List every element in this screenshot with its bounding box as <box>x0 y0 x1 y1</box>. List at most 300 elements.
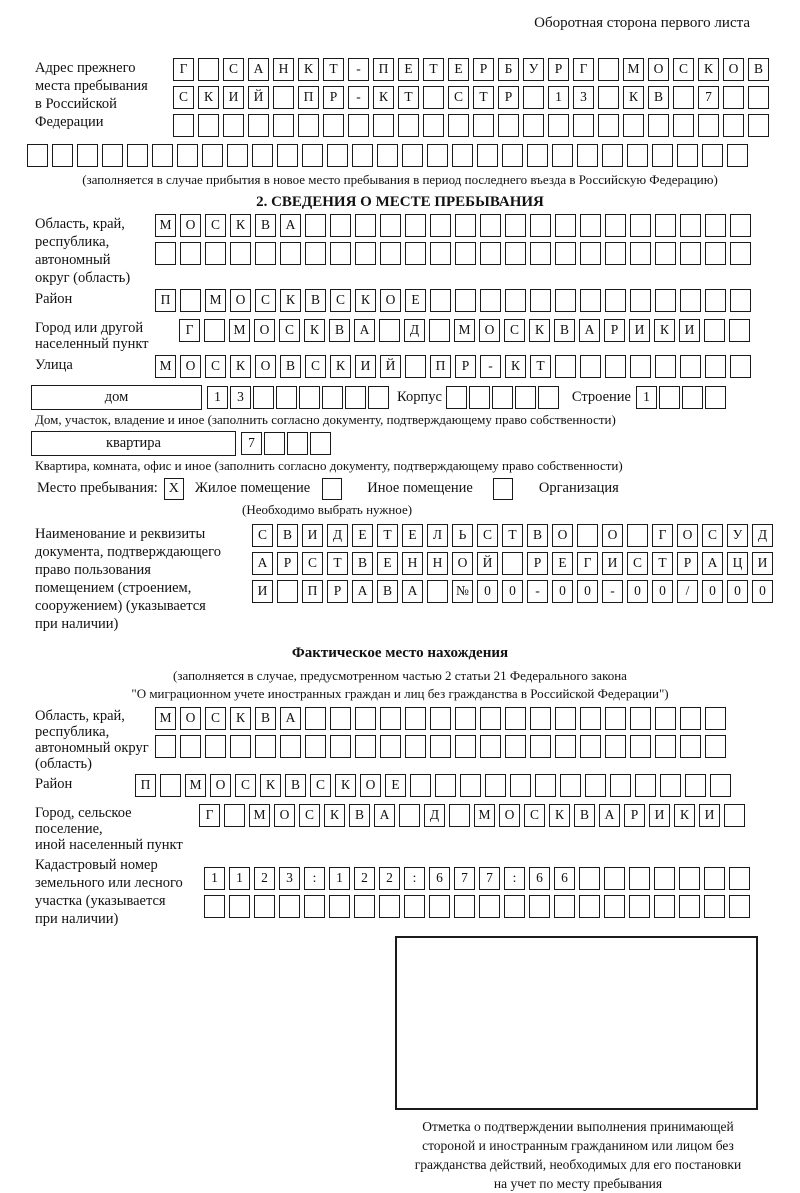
char-cell: К <box>335 774 356 797</box>
char-cell <box>277 144 298 167</box>
char-cell <box>723 86 744 109</box>
char-cell <box>655 289 676 312</box>
char-cell <box>427 144 448 167</box>
char-cell <box>580 242 601 265</box>
char-cell: 1 <box>207 386 228 409</box>
char-cell <box>580 735 601 758</box>
char-cell <box>555 214 576 237</box>
char-cell: Р <box>473 58 494 81</box>
char-cell: О <box>274 804 295 827</box>
char-cell: С <box>504 319 525 342</box>
actual-location-caption <box>0 667 800 703</box>
char-cell <box>405 707 426 730</box>
text-line: (заполняется в случае, предусмотренном частью 2 статьи 21 Федерального закона <box>173 668 627 683</box>
char-cell <box>205 735 226 758</box>
char-cell <box>155 242 176 265</box>
char-cell: С <box>205 355 226 378</box>
char-cell: № <box>452 580 473 603</box>
char-cell <box>452 144 473 167</box>
char-cell <box>402 144 423 167</box>
char-cell <box>327 144 348 167</box>
text-line: места пребывания <box>35 78 148 94</box>
char-cell <box>677 144 698 167</box>
char-cell: О <box>180 355 201 378</box>
char-cell <box>180 735 201 758</box>
char-cell <box>730 355 751 378</box>
char-cell <box>605 735 626 758</box>
char-cell: 0 <box>477 580 498 603</box>
char-cell: Д <box>404 319 425 342</box>
char-cell: С <box>524 804 545 827</box>
text-line: автономный округ <box>35 740 149 756</box>
char-cell <box>505 214 526 237</box>
option-other-premises-label: Иное помещение <box>367 480 473 496</box>
char-cell <box>323 114 344 137</box>
char-cell <box>455 735 476 758</box>
char-cell <box>605 707 626 730</box>
char-cell: 2 <box>354 867 375 890</box>
char-cell: Р <box>624 804 645 827</box>
char-cell: К <box>549 804 570 827</box>
char-cell <box>127 144 148 167</box>
option-residential-label: Жилое помещение <box>194 480 311 496</box>
char-cell: Т <box>327 552 348 575</box>
char-cell <box>660 774 681 797</box>
char-cell: Н <box>273 58 294 81</box>
text-line: при наличии) <box>35 616 119 632</box>
char-cell <box>405 242 426 265</box>
char-cell <box>630 355 651 378</box>
checkbox-organization <box>493 478 513 500</box>
stay-type-caption: (Необходимо выбрать нужное) <box>242 502 413 517</box>
char-cell: В <box>527 524 548 547</box>
char-cell: С <box>299 804 320 827</box>
char-cell: 1 <box>329 867 350 890</box>
char-cell <box>585 774 606 797</box>
char-cell <box>155 735 176 758</box>
char-cell <box>680 289 701 312</box>
char-cell: 3 <box>573 86 594 109</box>
char-cell: А <box>579 319 600 342</box>
char-cell: О <box>479 319 500 342</box>
char-cell <box>730 214 751 237</box>
char-cell: В <box>285 774 306 797</box>
char-cell: Т <box>502 524 523 547</box>
char-cell <box>480 242 501 265</box>
char-cell <box>430 735 451 758</box>
char-cell <box>273 86 294 109</box>
text-line: сооружением) (указывается <box>35 598 206 614</box>
char-cell: 1 <box>229 867 250 890</box>
char-cell <box>322 386 343 409</box>
char-cell: 0 <box>752 580 773 603</box>
char-cell <box>180 242 201 265</box>
char-cell <box>680 214 701 237</box>
char-cell <box>205 242 226 265</box>
char-cell <box>505 735 526 758</box>
char-cell <box>480 707 501 730</box>
char-cell: 1 <box>548 86 569 109</box>
checkbox-other-premises <box>322 478 342 500</box>
char-cell <box>287 432 308 455</box>
char-cell <box>730 289 751 312</box>
field-city <box>35 319 800 353</box>
char-cell: К <box>654 319 675 342</box>
char-cell: : <box>504 867 525 890</box>
text-line: Адрес прежнего <box>35 60 136 76</box>
char-cell: О <box>380 289 401 312</box>
field-actual-district <box>35 774 800 802</box>
char-cell: К <box>304 319 325 342</box>
char-cell <box>485 774 506 797</box>
char-cell: С <box>255 289 276 312</box>
char-cell <box>655 214 676 237</box>
char-cell <box>430 214 451 237</box>
char-cell <box>498 114 519 137</box>
char-cell <box>430 707 451 730</box>
stay-type-label: Место пребывания: <box>37 480 158 496</box>
char-cell <box>427 580 448 603</box>
char-cell <box>230 242 251 265</box>
char-cell <box>552 144 573 167</box>
char-cell: С <box>305 355 326 378</box>
char-cell <box>330 707 351 730</box>
char-cell: Р <box>527 552 548 575</box>
char-cell: 7 <box>698 86 719 109</box>
char-cell: 6 <box>529 867 550 890</box>
char-cell: 3 <box>279 867 300 890</box>
char-cell <box>580 289 601 312</box>
char-cell: К <box>330 355 351 378</box>
char-cell: Н <box>402 552 423 575</box>
actual-district-grids <box>135 774 731 802</box>
char-cell: О <box>210 774 231 797</box>
char-cell <box>423 114 444 137</box>
char-cell <box>630 242 651 265</box>
document-label <box>35 524 252 633</box>
char-cell <box>469 386 490 409</box>
char-cell <box>652 144 673 167</box>
char-cell <box>604 895 625 918</box>
char-cell: - <box>480 355 501 378</box>
char-cell: К <box>529 319 550 342</box>
char-cell <box>380 707 401 730</box>
char-cell: Р <box>677 552 698 575</box>
char-cell <box>348 114 369 137</box>
char-cell: А <box>374 804 395 827</box>
char-cell <box>455 707 476 730</box>
char-cell <box>654 867 675 890</box>
char-grid-row <box>204 895 750 918</box>
cadastral-grids <box>204 867 750 928</box>
char-cell <box>380 214 401 237</box>
char-cell: А <box>354 319 375 342</box>
char-cell <box>330 214 351 237</box>
char-cell <box>630 735 651 758</box>
house-row <box>31 385 800 410</box>
char-cell <box>655 707 676 730</box>
char-cell: О <box>255 355 276 378</box>
char-cell <box>505 242 526 265</box>
char-cell <box>224 804 245 827</box>
char-cell: Г <box>577 552 598 575</box>
char-cell: О <box>180 214 201 237</box>
char-cell: Е <box>552 552 573 575</box>
char-cell: А <box>352 580 373 603</box>
char-grid-row <box>252 552 773 575</box>
char-cell: М <box>185 774 206 797</box>
char-cell <box>354 895 375 918</box>
char-cell: Т <box>423 58 444 81</box>
char-cell <box>682 386 703 409</box>
char-cell <box>502 552 523 575</box>
char-cell: О <box>602 524 623 547</box>
char-cell <box>460 774 481 797</box>
char-cell: И <box>699 804 720 827</box>
char-cell: Т <box>473 86 494 109</box>
char-cell <box>448 114 469 137</box>
char-cell: М <box>454 319 475 342</box>
char-cell <box>673 114 694 137</box>
char-cell <box>329 895 350 918</box>
char-cell <box>648 114 669 137</box>
char-cell <box>449 804 470 827</box>
char-cell <box>560 774 581 797</box>
document-grids <box>252 524 773 633</box>
char-cell <box>180 289 201 312</box>
text-line: (область) <box>35 756 92 772</box>
char-cell <box>698 114 719 137</box>
char-cell <box>276 386 297 409</box>
char-cell <box>230 735 251 758</box>
text-line: Город или другой <box>35 320 144 336</box>
district-label: Район <box>35 291 73 307</box>
char-cell <box>724 804 745 827</box>
field-previous-address <box>35 58 800 142</box>
char-cell <box>627 144 648 167</box>
char-cell: О <box>360 774 381 797</box>
char-cell: К <box>324 804 345 827</box>
char-cell: Д <box>327 524 348 547</box>
char-cell: У <box>727 524 748 547</box>
char-grid-row <box>179 319 750 342</box>
char-cell <box>630 707 651 730</box>
char-cell <box>710 774 731 797</box>
char-cell: А <box>280 214 301 237</box>
text-line: Область, край, <box>35 216 125 232</box>
char-cell <box>405 355 426 378</box>
char-cell <box>629 895 650 918</box>
text-line: стороной и иностранным гражданином или лицом без <box>422 1138 734 1153</box>
char-grid-row <box>155 735 726 758</box>
char-cell: Ь <box>452 524 473 547</box>
char-cell: Е <box>402 524 423 547</box>
char-cell <box>748 114 769 137</box>
char-cell <box>604 867 625 890</box>
char-cell: С <box>702 524 723 547</box>
text-line: Наименование и реквизиты <box>35 526 206 542</box>
korpus-label: Корпус <box>397 389 442 405</box>
char-cell <box>705 707 726 730</box>
char-cell <box>580 707 601 730</box>
char-cell <box>299 386 320 409</box>
char-cell: - <box>602 580 623 603</box>
char-cell: Е <box>448 58 469 81</box>
char-cell <box>527 144 548 167</box>
char-cell <box>345 386 366 409</box>
char-cell <box>380 242 401 265</box>
char-grid-row <box>155 242 751 265</box>
char-cell: К <box>198 86 219 109</box>
char-cell <box>305 214 326 237</box>
char-cell: 0 <box>652 580 673 603</box>
char-cell <box>198 114 219 137</box>
char-cell: 3 <box>230 386 251 409</box>
char-cell: Л <box>427 524 448 547</box>
char-cell: - <box>527 580 548 603</box>
char-cell <box>704 319 725 342</box>
char-cell <box>202 144 223 167</box>
char-cell <box>705 289 726 312</box>
char-cell <box>579 895 600 918</box>
char-cell <box>273 114 294 137</box>
char-cell: М <box>155 355 176 378</box>
char-cell: К <box>505 355 526 378</box>
house-number-cells <box>207 386 389 409</box>
char-cell <box>177 144 198 167</box>
char-grid-row <box>155 355 751 378</box>
char-cell <box>254 895 275 918</box>
char-grid-row <box>155 707 726 730</box>
char-cell <box>605 214 626 237</box>
char-cell <box>605 355 626 378</box>
char-cell <box>352 144 373 167</box>
char-cell <box>255 242 276 265</box>
char-cell <box>630 214 651 237</box>
char-cell: - <box>348 86 369 109</box>
char-cell <box>404 895 425 918</box>
char-cell <box>579 867 600 890</box>
char-cell: 0 <box>702 580 723 603</box>
field-document <box>35 524 800 633</box>
char-cell: О <box>180 707 201 730</box>
char-grid-row <box>173 114 769 137</box>
text-line: Кадастровый номер <box>35 857 158 873</box>
city-grids <box>179 319 750 353</box>
section2-title: 2. СВЕДЕНИЯ О МЕСТЕ ПРЕБЫВАНИЯ <box>256 194 544 210</box>
char-cell: К <box>698 58 719 81</box>
char-cell <box>555 289 576 312</box>
confirmation-stamp-caption <box>393 1117 763 1193</box>
text-line: право пользования <box>35 562 151 578</box>
char-cell <box>27 144 48 167</box>
char-cell: / <box>677 580 698 603</box>
char-cell: Т <box>398 86 419 109</box>
char-cell <box>446 386 467 409</box>
char-cell <box>429 895 450 918</box>
char-cell <box>198 58 219 81</box>
char-cell <box>530 242 551 265</box>
actual-district-label: Район <box>35 776 73 792</box>
char-cell: П <box>155 289 176 312</box>
char-cell <box>655 355 676 378</box>
char-cell: М <box>474 804 495 827</box>
char-cell <box>555 735 576 758</box>
apartment-row <box>31 431 800 456</box>
char-cell <box>305 735 326 758</box>
previous-address-label <box>35 58 173 142</box>
char-cell: О <box>499 804 520 827</box>
char-cell <box>523 86 544 109</box>
street-label: Улица <box>35 357 73 373</box>
char-cell: 7 <box>479 867 500 890</box>
char-cell: Е <box>405 289 426 312</box>
char-cell: М <box>155 707 176 730</box>
char-grid-row <box>155 214 751 237</box>
char-cell <box>330 735 351 758</box>
char-cell: И <box>223 86 244 109</box>
char-cell <box>729 867 750 890</box>
char-cell: В <box>352 552 373 575</box>
char-cell <box>52 144 73 167</box>
char-cell <box>423 86 444 109</box>
char-cell <box>748 86 769 109</box>
text-line: иной населенный пункт <box>35 837 183 853</box>
char-cell <box>555 242 576 265</box>
char-cell: 0 <box>552 580 573 603</box>
char-cell: А <box>702 552 723 575</box>
char-cell <box>280 242 301 265</box>
char-cell <box>279 895 300 918</box>
char-cell: 6 <box>429 867 450 890</box>
field-region <box>35 214 800 287</box>
char-cell <box>455 242 476 265</box>
char-cell <box>602 144 623 167</box>
region-label <box>35 214 155 287</box>
char-cell <box>654 895 675 918</box>
char-cell: К <box>373 86 394 109</box>
char-cell: И <box>649 804 670 827</box>
korpus-cells <box>446 386 559 409</box>
char-cell: В <box>748 58 769 81</box>
char-cell: О <box>230 289 251 312</box>
char-cell <box>705 214 726 237</box>
text-line: в Российской <box>35 96 117 112</box>
char-cell: О <box>254 319 275 342</box>
char-cell <box>405 214 426 237</box>
char-cell: С <box>223 58 244 81</box>
char-cell: В <box>305 289 326 312</box>
char-cell: 7 <box>454 867 475 890</box>
apartment-caption: Квартира, комната, офис и иное (заполнить согласно документу, подтверждающему право собственности) <box>35 458 623 473</box>
char-cell <box>368 386 389 409</box>
text-line: республика, <box>35 234 110 250</box>
char-cell <box>455 289 476 312</box>
confirmation-stamp-box <box>395 936 758 1110</box>
char-cell: Г <box>573 58 594 81</box>
char-cell: Г <box>179 319 200 342</box>
char-cell <box>173 114 194 137</box>
char-cell: И <box>302 524 323 547</box>
char-cell: С <box>310 774 331 797</box>
char-cell <box>535 774 556 797</box>
char-cell <box>530 707 551 730</box>
char-cell: С <box>173 86 194 109</box>
char-cell: М <box>249 804 270 827</box>
char-cell: - <box>348 58 369 81</box>
char-cell <box>480 735 501 758</box>
char-cell <box>523 114 544 137</box>
